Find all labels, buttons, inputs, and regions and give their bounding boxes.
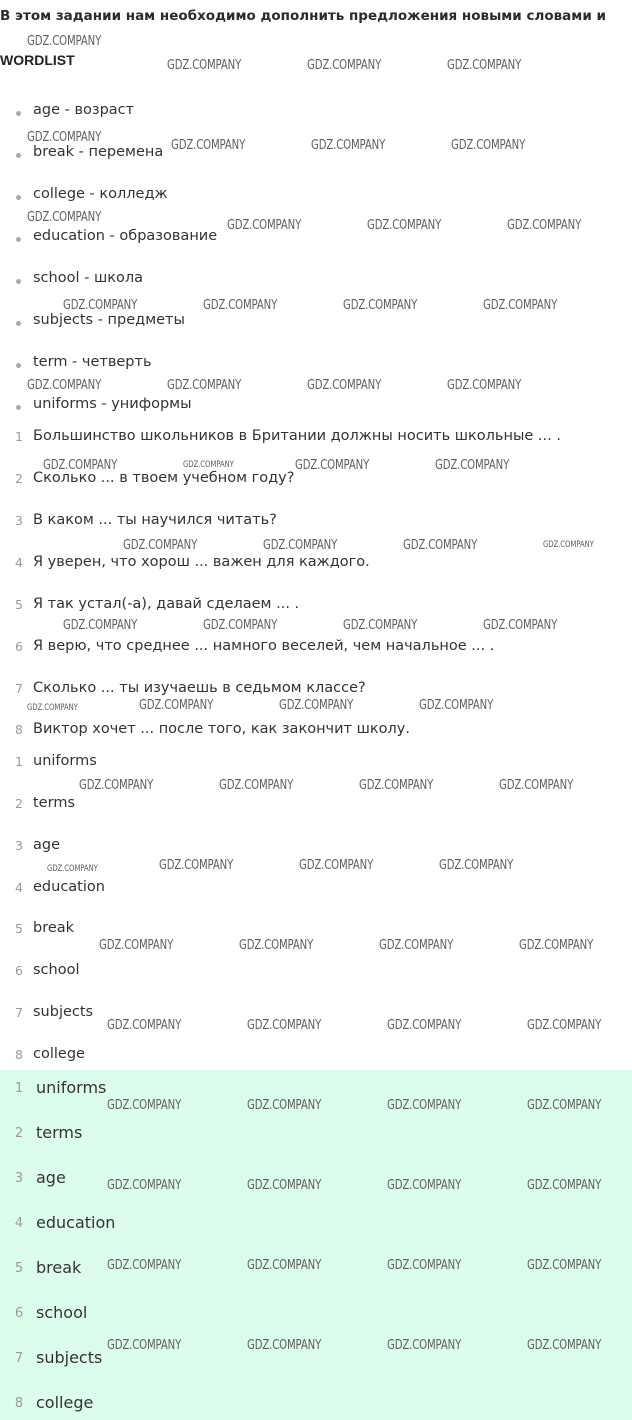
watermark: GDZ.COMPANY: [543, 540, 594, 550]
answer-item: education: [36, 1213, 116, 1232]
watermark: GDZ.COMPANY: [107, 1178, 182, 1193]
watermark: GDZ.COMPANY: [387, 1018, 462, 1033]
sentence: Сколько ... ты изучаешь в седьмом классе?: [33, 680, 366, 696]
sentence: Большинство школьников в Британии должны носить школьные ... .: [33, 428, 561, 444]
answer-item: subjects: [33, 1004, 94, 1020]
watermark: GDZ.COMPANY: [263, 538, 338, 553]
watermark: GDZ.COMPANY: [387, 1258, 462, 1273]
watermark: GDZ.COMPANY: [247, 1018, 322, 1033]
watermark: GDZ.COMPANY: [63, 618, 138, 633]
wordlist-item: term - четверть: [33, 354, 152, 370]
watermark: GDZ.COMPANY: [311, 138, 386, 153]
answer-item: uniforms: [33, 753, 97, 769]
answer-item: break: [33, 920, 75, 936]
answer-number: 2: [15, 796, 23, 811]
answer-number: 1: [14, 1081, 24, 1096]
watermark: GDZ.COMPANY: [419, 698, 494, 713]
watermark: GDZ.COMPANY: [203, 618, 278, 633]
watermark: GDZ.COMPANY: [439, 858, 514, 873]
watermark: GDZ.COMPANY: [123, 538, 198, 553]
watermark: GDZ.COMPANY: [219, 778, 294, 793]
sentence-number: 3: [15, 513, 23, 528]
watermark: GDZ.COMPANY: [507, 218, 582, 233]
sentence-number: 4: [15, 555, 23, 570]
list-bullet: [16, 111, 21, 116]
watermark: GDZ.COMPANY: [247, 1178, 322, 1193]
watermark: GDZ.COMPANY: [359, 778, 434, 793]
watermark: GDZ.COMPANY: [139, 698, 214, 713]
watermark: GDZ.COMPANY: [107, 1098, 182, 1113]
watermark: GDZ.COMPANY: [79, 778, 154, 793]
watermark: GDZ.COMPANY: [167, 58, 242, 73]
watermark: GDZ.COMPANY: [247, 1338, 322, 1353]
watermark: GDZ.COMPANY: [447, 58, 522, 73]
watermark: GDZ.COMPANY: [27, 130, 102, 145]
sentence: Я уверен, что хорош ... важен для каждого.: [33, 554, 370, 570]
watermark: GDZ.COMPANY: [171, 138, 246, 153]
sentence: Я верю, что среднее ... намного веселей, чем начальное ... .: [33, 638, 495, 654]
sentence: Я так устал(-а), давай сделаем ... .: [33, 596, 300, 612]
wordlist-item: uniforms - униформы: [33, 396, 192, 412]
sentence-number: 8: [15, 722, 23, 737]
sentence: В каком ... ты научился читать?: [33, 512, 277, 528]
sentence-number: 2: [15, 471, 23, 486]
list-bullet: [16, 405, 21, 410]
watermark: GDZ.COMPANY: [27, 703, 78, 713]
watermark: GDZ.COMPANY: [387, 1178, 462, 1193]
answer-item: age: [36, 1168, 66, 1187]
answer-number: 3: [14, 1171, 24, 1186]
sentence: Виктор хочет ... после того, как закончит школу.: [33, 721, 410, 737]
watermark: GDZ.COMPANY: [203, 298, 278, 313]
watermark: GDZ.COMPANY: [387, 1338, 462, 1353]
answer-item: break: [36, 1258, 82, 1277]
watermark: GDZ.COMPANY: [299, 858, 374, 873]
sentence: Сколько ... в твоем учебном году?: [33, 470, 295, 486]
wordlist-item: college - колледж: [33, 186, 168, 202]
list-bullet: [16, 321, 21, 326]
wordlist-item: age - возраст: [33, 102, 135, 118]
answer-number: 1: [15, 754, 23, 769]
answer-number: 2: [14, 1126, 24, 1141]
watermark: GDZ.COMPANY: [527, 1018, 602, 1033]
answer-number: 6: [14, 1306, 24, 1321]
watermark: GDZ.COMPANY: [295, 458, 370, 473]
answer-item: subjects: [36, 1348, 103, 1367]
answer-item: uniforms: [36, 1078, 107, 1097]
answer-item: college: [33, 1046, 85, 1062]
list-bullet: [16, 153, 21, 158]
watermark: GDZ.COMPANY: [527, 1178, 602, 1193]
watermark: GDZ.COMPANY: [247, 1258, 322, 1273]
sentence-number: 7: [15, 681, 23, 696]
watermark: GDZ.COMPANY: [499, 778, 574, 793]
watermark: GDZ.COMPANY: [307, 58, 382, 73]
watermark: GDZ.COMPANY: [483, 618, 558, 633]
answer-number: 5: [14, 1261, 24, 1276]
watermark: GDZ.COMPANY: [107, 1018, 182, 1033]
intro-text: В этом задании нам необходимо дополнить предложения новыми словами и: [0, 8, 606, 24]
wordlist-item: break - перемена: [33, 144, 164, 160]
wordlist-heading: WORDLIST: [0, 52, 75, 68]
watermark: GDZ.COMPANY: [27, 378, 102, 393]
watermark: GDZ.COMPANY: [527, 1258, 602, 1273]
watermark: GDZ.COMPANY: [451, 138, 526, 153]
watermark: GDZ.COMPANY: [167, 378, 242, 393]
answer-item: college: [36, 1393, 94, 1412]
watermark: GDZ.COMPANY: [107, 1338, 182, 1353]
sentence-number: 5: [15, 597, 23, 612]
watermark: GDZ.COMPANY: [239, 938, 314, 953]
watermark: GDZ.COMPANY: [367, 218, 442, 233]
watermark: GDZ.COMPANY: [519, 938, 594, 953]
answer-item: age: [33, 837, 61, 853]
answer-number: 3: [15, 838, 23, 853]
list-bullet: [16, 279, 21, 284]
wordlist-item: education - образование: [33, 228, 218, 244]
answer-item: school: [33, 962, 80, 978]
answer-number: 4: [15, 880, 23, 895]
watermark: GDZ.COMPANY: [27, 34, 102, 49]
watermark: GDZ.COMPANY: [99, 938, 174, 953]
watermark: GDZ.COMPANY: [247, 1098, 322, 1113]
answer-number: 7: [15, 1005, 23, 1020]
watermark: GDZ.COMPANY: [307, 378, 382, 393]
list-bullet: [16, 195, 21, 200]
sentence-number: 1: [15, 429, 23, 444]
watermark: GDZ.COMPANY: [27, 210, 102, 225]
highlighted-answer-block: [0, 1070, 632, 1420]
answer-number: 8: [15, 1047, 23, 1062]
answer-item: terms: [33, 795, 75, 811]
answer-item: terms: [36, 1123, 83, 1142]
watermark: GDZ.COMPANY: [379, 938, 454, 953]
watermark: GDZ.COMPANY: [435, 458, 510, 473]
list-bullet: [16, 237, 21, 242]
answer-number: 5: [15, 921, 23, 936]
watermark: GDZ.COMPANY: [403, 538, 478, 553]
watermark: GDZ.COMPANY: [183, 460, 234, 470]
wordlist-item: subjects - предметы: [33, 312, 185, 328]
watermark: GDZ.COMPANY: [483, 298, 558, 313]
watermark: GDZ.COMPANY: [47, 864, 98, 874]
watermark: GDZ.COMPANY: [159, 858, 234, 873]
watermark: GDZ.COMPANY: [447, 378, 522, 393]
watermark: GDZ.COMPANY: [343, 298, 418, 313]
answer-number: 8: [14, 1396, 24, 1411]
wordlist-item: school - школа: [33, 270, 143, 286]
watermark: GDZ.COMPANY: [387, 1098, 462, 1113]
watermark: GDZ.COMPANY: [527, 1098, 602, 1113]
sentence-number: 6: [15, 639, 23, 654]
watermark: GDZ.COMPANY: [227, 218, 302, 233]
watermark: GDZ.COMPANY: [43, 458, 118, 473]
list-bullet: [16, 363, 21, 368]
answer-item: education: [33, 879, 105, 895]
watermark: GDZ.COMPANY: [279, 698, 354, 713]
answer-number: 6: [15, 963, 23, 978]
answer-item: school: [36, 1303, 88, 1322]
watermark: GDZ.COMPANY: [107, 1258, 182, 1273]
watermark: GDZ.COMPANY: [527, 1338, 602, 1353]
answer-number: 7: [14, 1351, 24, 1366]
watermark: GDZ.COMPANY: [343, 618, 418, 633]
answer-number: 4: [14, 1216, 24, 1231]
watermark: GDZ.COMPANY: [63, 298, 138, 313]
